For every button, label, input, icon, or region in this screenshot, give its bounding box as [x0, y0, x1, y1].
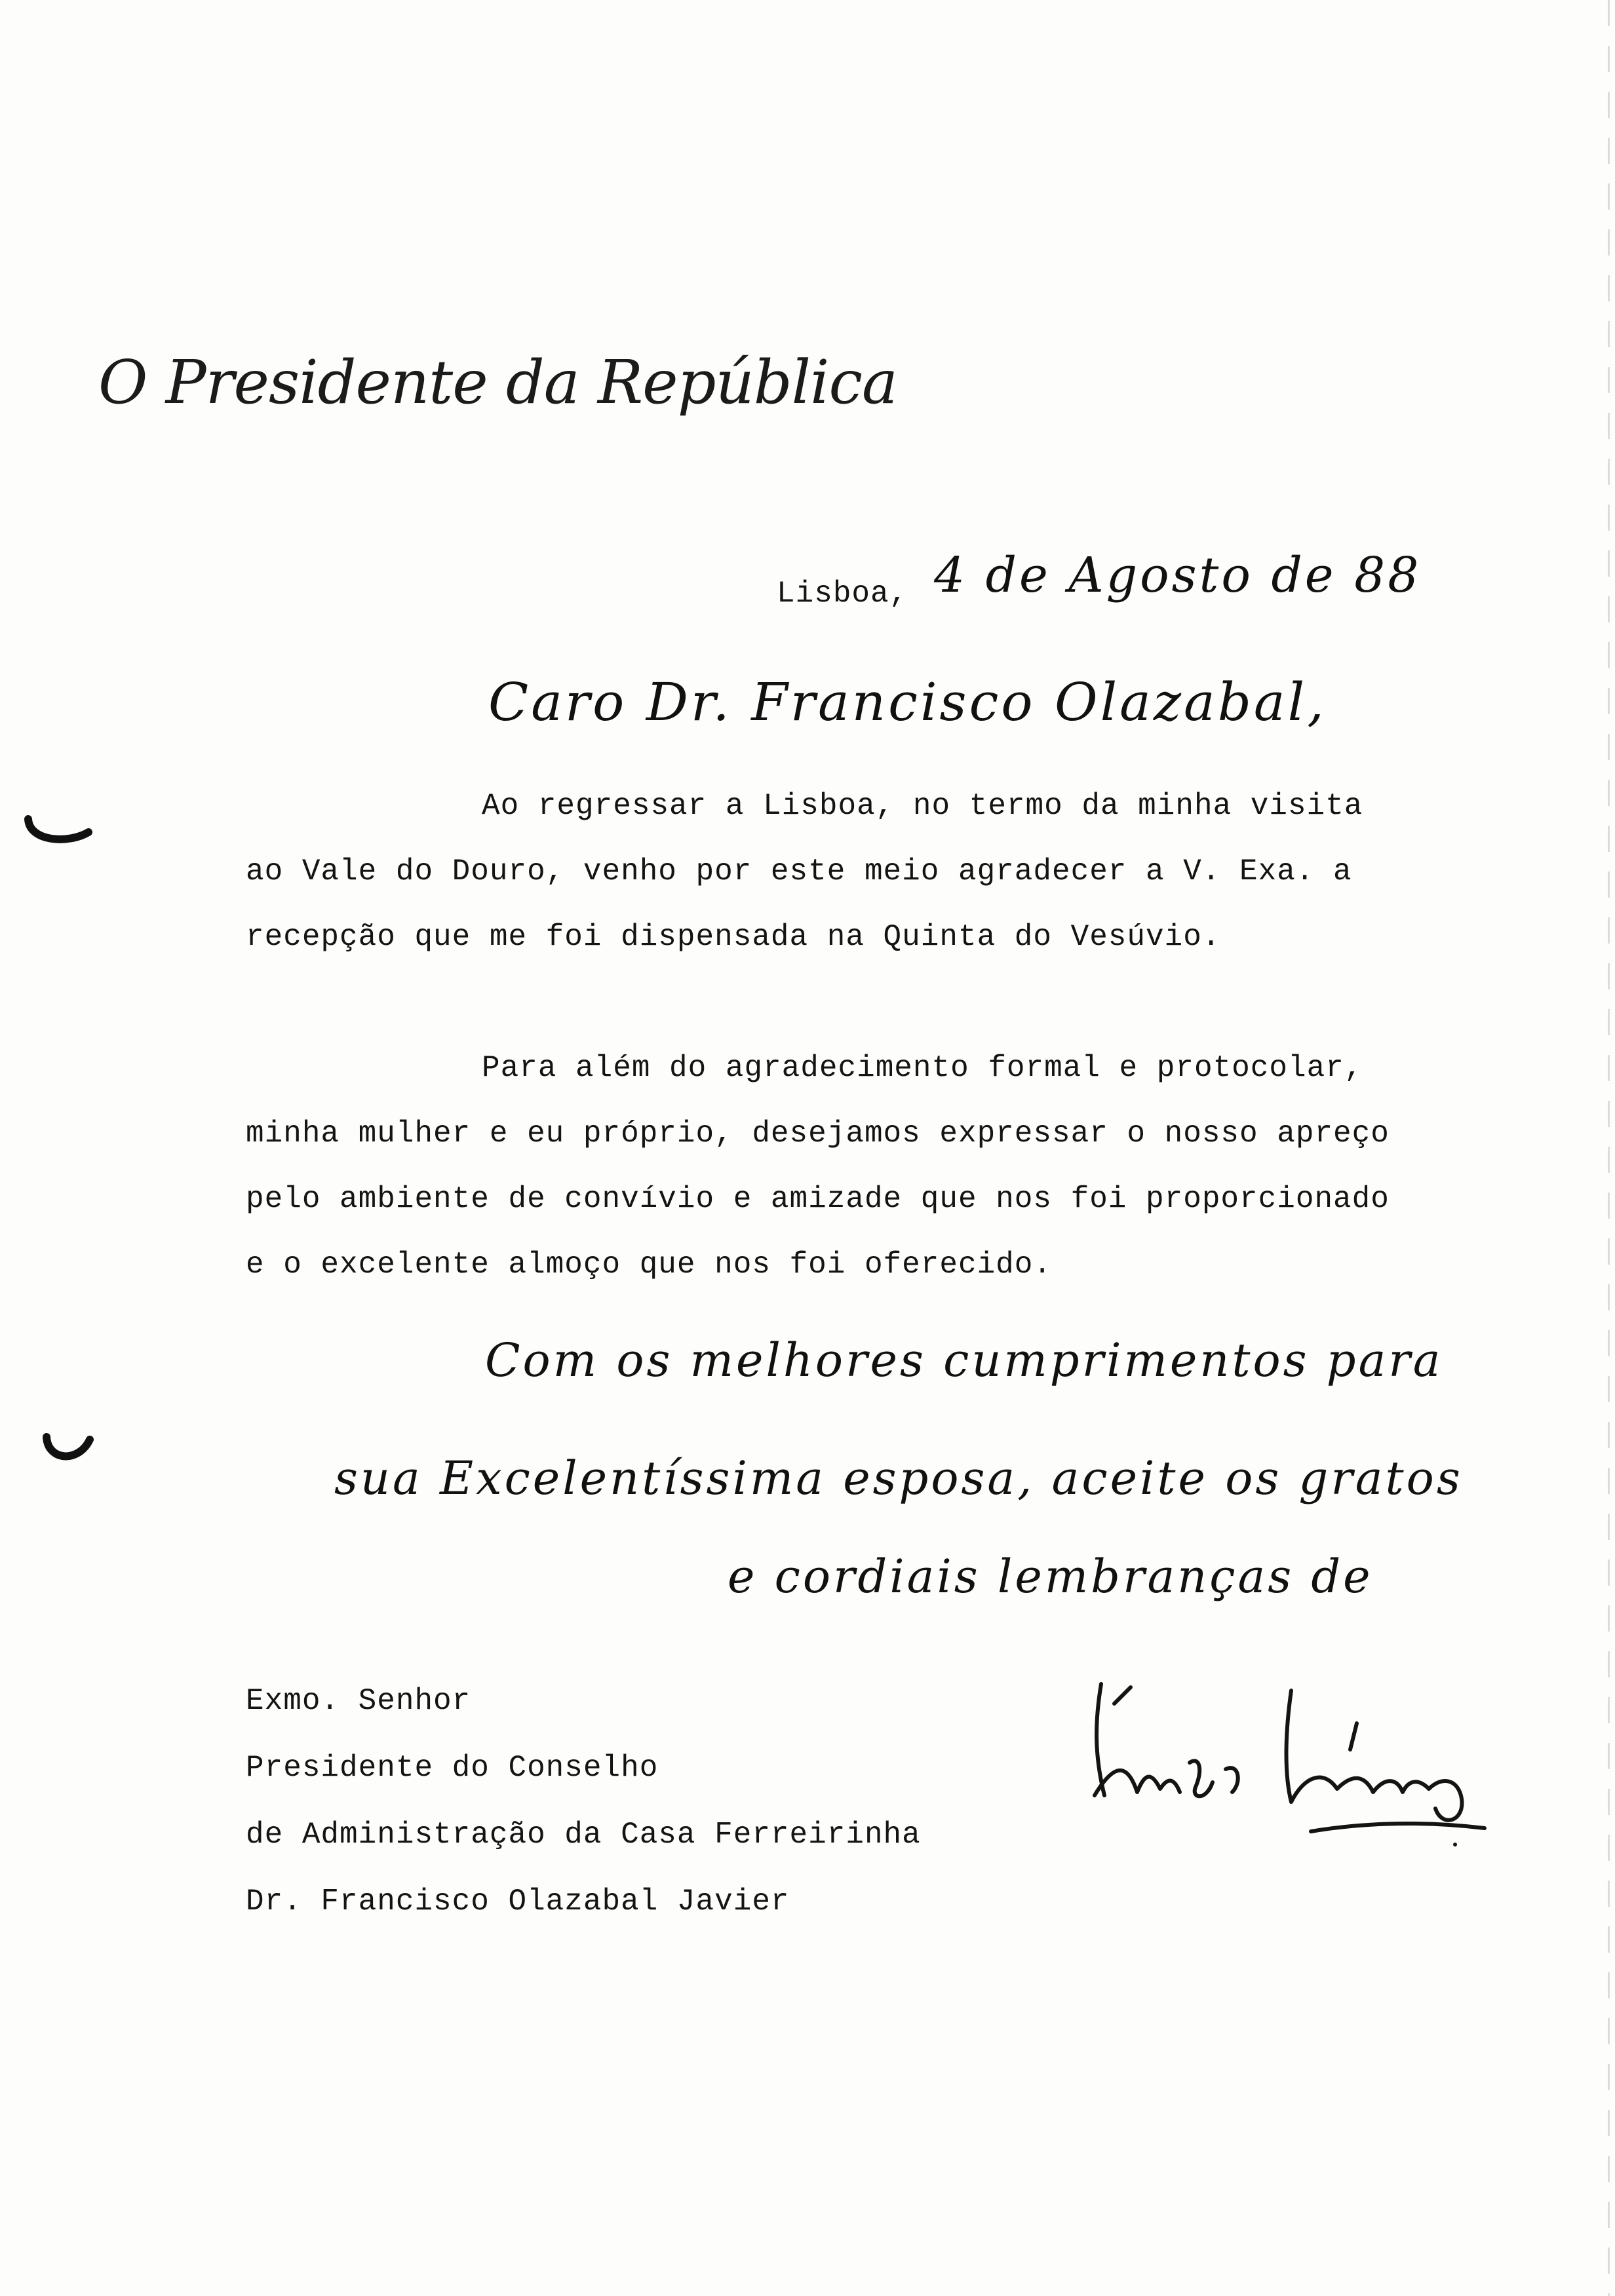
- handwritten-closing-line: e cordiais lembranças de: [728, 1550, 1373, 1603]
- paragraph-line: Ao regressar a Lisboa, no termo da minha visita: [482, 789, 1363, 823]
- paragraph-line: ao Vale do Douro, venho por este meio agradecer a V. Exa. a: [246, 854, 1352, 889]
- handwritten-closing-line: Com os melhores cumprimentos para: [485, 1333, 1443, 1387]
- handwritten-date: 4 de Agosto de 88: [934, 547, 1422, 603]
- paragraph-line: e o excelente almoço que nos foi oferecido.: [246, 1248, 1052, 1282]
- paragraph-line: pelo ambiente de convívio e amizade que nos foi proporcionado: [246, 1182, 1390, 1216]
- date-place: Lisboa,: [777, 577, 908, 611]
- recipient-address: [246, 1668, 921, 1935]
- handwritten-closing-line: sua Excelentíssima esposa, aceite os gratos: [334, 1451, 1463, 1505]
- handwritten-salutation: Caro Dr. Francisco Olazabal,: [488, 672, 1327, 733]
- paragraph-2: [246, 1035, 1426, 1297]
- letterhead-title: O Presidente da República: [98, 347, 897, 417]
- address-line: Exmo. Senhor: [246, 1684, 471, 1718]
- handwritten-signature: [1075, 1664, 1494, 1861]
- address-line: Presidente do Conselho: [246, 1751, 659, 1785]
- address-line: de Administração da Casa Ferreirinha: [246, 1818, 921, 1852]
- paragraph-line: Para além do agradecimento formal e protocolar,: [482, 1051, 1363, 1085]
- paragraph-line: minha mulher e eu próprio, desejamos expressar o nosso apreço: [246, 1117, 1390, 1151]
- address-line: Dr. Francisco Olazabal Javier: [246, 1885, 790, 1919]
- binder-hole-mark: [43, 1432, 95, 1471]
- paragraph-line: recepção que me foi dispensada na Quinta do Vesúvio.: [246, 920, 1221, 954]
- scan-edge-artifact: [1608, 0, 1610, 2296]
- paragraph-1: [246, 773, 1426, 970]
- binder-hole-mark: [23, 813, 95, 852]
